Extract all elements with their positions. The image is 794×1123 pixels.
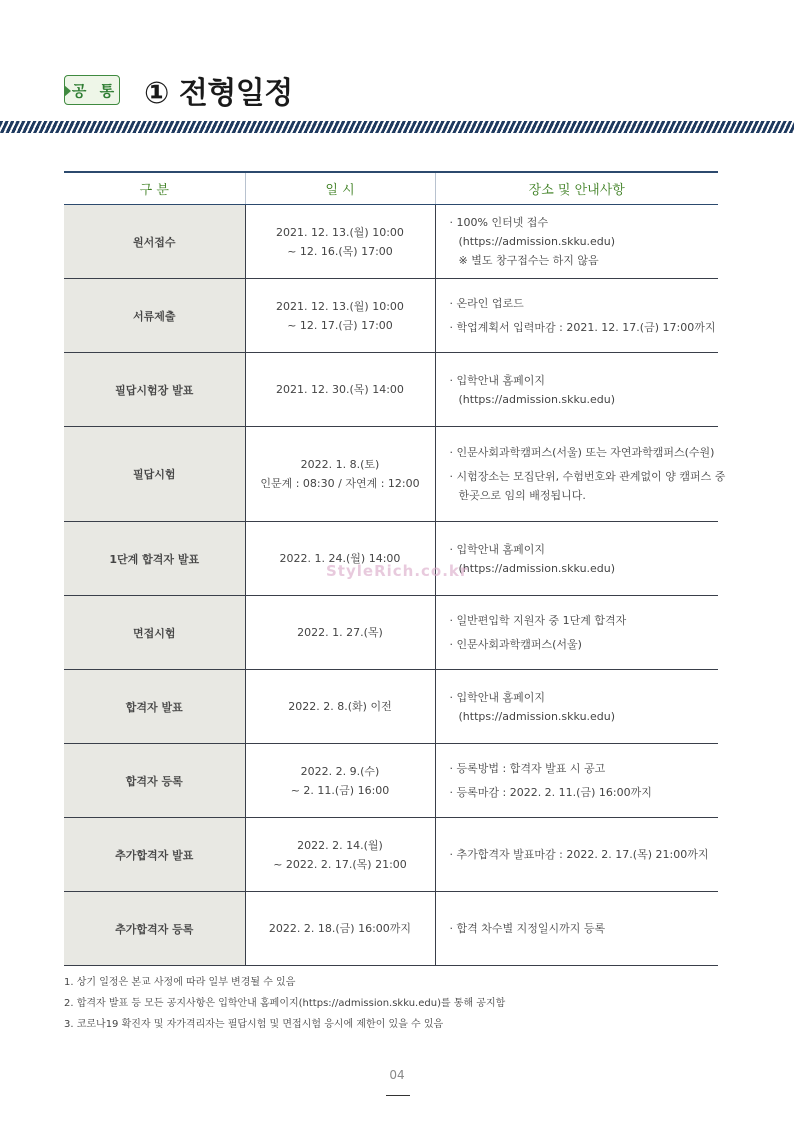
info-line: · 입학안내 홈페이지	[449, 542, 545, 556]
info-line: · 등록방법 : 합격자 발표 시 공고	[449, 762, 606, 775]
info-line: · 추가합격자 발표마감 : 2022. 2. 17.(목) 21:00까지	[449, 848, 709, 861]
date-line: 2022. 2. 8.(화) 이전	[288, 700, 392, 713]
row-info	[435, 670, 718, 744]
info-line: · 합격 차수별 지정일시까지 등록	[449, 922, 606, 935]
row-info	[435, 744, 718, 818]
row-category: 면접시험	[64, 596, 245, 670]
info-line: 한곳으로 임의 배정됩니다.	[458, 489, 586, 502]
footnote: 3. 코로나19 확진자 및 자가격리자는 필답시험 및 면접시험 응시에 제한이 있을 수 있음	[64, 1019, 444, 1030]
row-category: 원서접수	[64, 205, 245, 279]
table-header-row	[64, 172, 718, 205]
row-date	[245, 522, 435, 596]
row-category: 추가합격자 발표	[64, 818, 245, 892]
date-line: 2022. 2. 14.(월)	[297, 838, 383, 852]
watermark: StyleRich.co.kr	[326, 562, 469, 580]
header-category: 구 분	[64, 172, 245, 205]
table-row	[64, 892, 718, 966]
row-date	[245, 279, 435, 353]
table-row	[64, 205, 718, 279]
row-date	[245, 818, 435, 892]
row-info	[435, 205, 718, 279]
row-category: 필답시험장 발표	[64, 353, 245, 427]
date-line: 2022. 1. 8.(토)	[300, 458, 380, 471]
date-line: 인문계 : 08:30 / 자연계 : 12:00	[260, 477, 420, 490]
info-line: ※ 별도 창구접수는 하지 않음	[458, 254, 599, 267]
table-row	[64, 744, 718, 818]
row-category: 추가합격자 등록	[64, 892, 245, 966]
info-line: · 인문사회과학캠퍼스(서울)	[449, 638, 582, 651]
info-line: · 입학안내 홈페이지	[449, 373, 545, 387]
date-line: ~ 2. 11.(금) 16:00	[290, 783, 390, 797]
info-line: · 시험장소는 모집단위, 수험번호와 관계없이 양 캠퍼스 중	[449, 470, 726, 483]
info-line: · 100% 인터넷 접수	[449, 216, 549, 229]
date-line: 2022. 2. 18.(금) 16:00까지	[268, 922, 412, 935]
row-info	[435, 353, 718, 427]
info-line: · 일반편입학 지원자 중 1단계 합격자	[449, 614, 627, 627]
row-info	[435, 427, 726, 522]
row-date	[245, 744, 435, 818]
date-line: ~ 12. 16.(목) 17:00	[287, 244, 393, 258]
footnote: 2. 합격자 발표 등 모든 공지사항은 입학안내 홈페이지(https://admission.skku.edu)를 통해 공지함	[64, 998, 506, 1009]
date-line: 2022. 1. 24.(월) 14:00	[279, 552, 401, 565]
date-line: 2021. 12. 13.(월) 10:00	[276, 299, 404, 313]
date-line: 2022. 2. 9.(수)	[300, 764, 380, 778]
row-date	[245, 892, 435, 966]
info-line: · 학업계획서 입력마감 : 2021. 12. 17.(금) 17:00까지	[449, 321, 716, 334]
date-line: ~ 12. 17.(금) 17:00	[287, 318, 393, 332]
info-line: (https://admission.skku.edu)	[458, 561, 616, 575]
footnote: 1. 상기 일정은 본교 사정에 따라 일부 변경될 수 있음	[64, 977, 296, 988]
arrow-icon	[64, 85, 71, 97]
row-info	[435, 279, 718, 353]
page-number-underline	[386, 1095, 410, 1096]
table-row	[64, 427, 718, 522]
date-line: ~ 2022. 2. 17.(목) 21:00	[273, 857, 407, 871]
header-date: 일 시	[245, 172, 435, 205]
decorative-stripe	[0, 121, 794, 133]
info-line: (https://admission.skku.edu)	[458, 392, 616, 406]
row-info	[435, 818, 718, 892]
info-line: · 등록마감 : 2022. 2. 11.(금) 16:00까지	[449, 786, 652, 799]
table-row	[64, 353, 718, 427]
row-date	[245, 596, 435, 670]
info-line: (https://admission.skku.edu)	[458, 709, 616, 723]
table-row	[64, 522, 718, 596]
row-info	[435, 522, 718, 596]
row-category: 합격자 등록	[64, 744, 245, 818]
info-line: · 입학안내 홈페이지	[449, 690, 545, 704]
table-row	[64, 818, 718, 892]
row-category: 필답시험	[64, 427, 245, 522]
row-category: 합격자 발표	[64, 670, 245, 744]
row-info	[435, 596, 718, 670]
info-line: (https://admission.skku.edu)	[458, 235, 616, 248]
date-line: 2022. 1. 27.(목)	[297, 626, 383, 639]
section-header	[64, 70, 293, 110]
table-row	[64, 279, 718, 353]
row-info	[435, 892, 718, 966]
info-line: · 인문사회과학캠퍼스(서울) 또는 자연과학캠퍼스(수원)	[449, 446, 715, 459]
row-date	[245, 205, 435, 279]
common-badge	[64, 75, 120, 105]
table-row	[64, 670, 718, 744]
header-info: 장소 및 안내사항	[435, 172, 718, 205]
row-category: 서류제출	[64, 279, 245, 353]
table-row	[64, 596, 718, 670]
footnotes	[64, 972, 505, 1035]
page-title: ① 전형일정	[144, 76, 293, 111]
date-line: 2021. 12. 30.(목) 14:00	[276, 383, 404, 396]
badge-label: 공 통	[71, 81, 119, 100]
date-line: 2021. 12. 13.(월) 10:00	[276, 225, 404, 239]
info-line: · 온라인 업로드	[449, 297, 524, 310]
page-number: 04	[389, 1068, 405, 1082]
row-date	[245, 670, 435, 744]
row-date	[245, 427, 435, 522]
row-category: 1단계 합격자 발표	[64, 522, 245, 596]
row-date	[245, 353, 435, 427]
